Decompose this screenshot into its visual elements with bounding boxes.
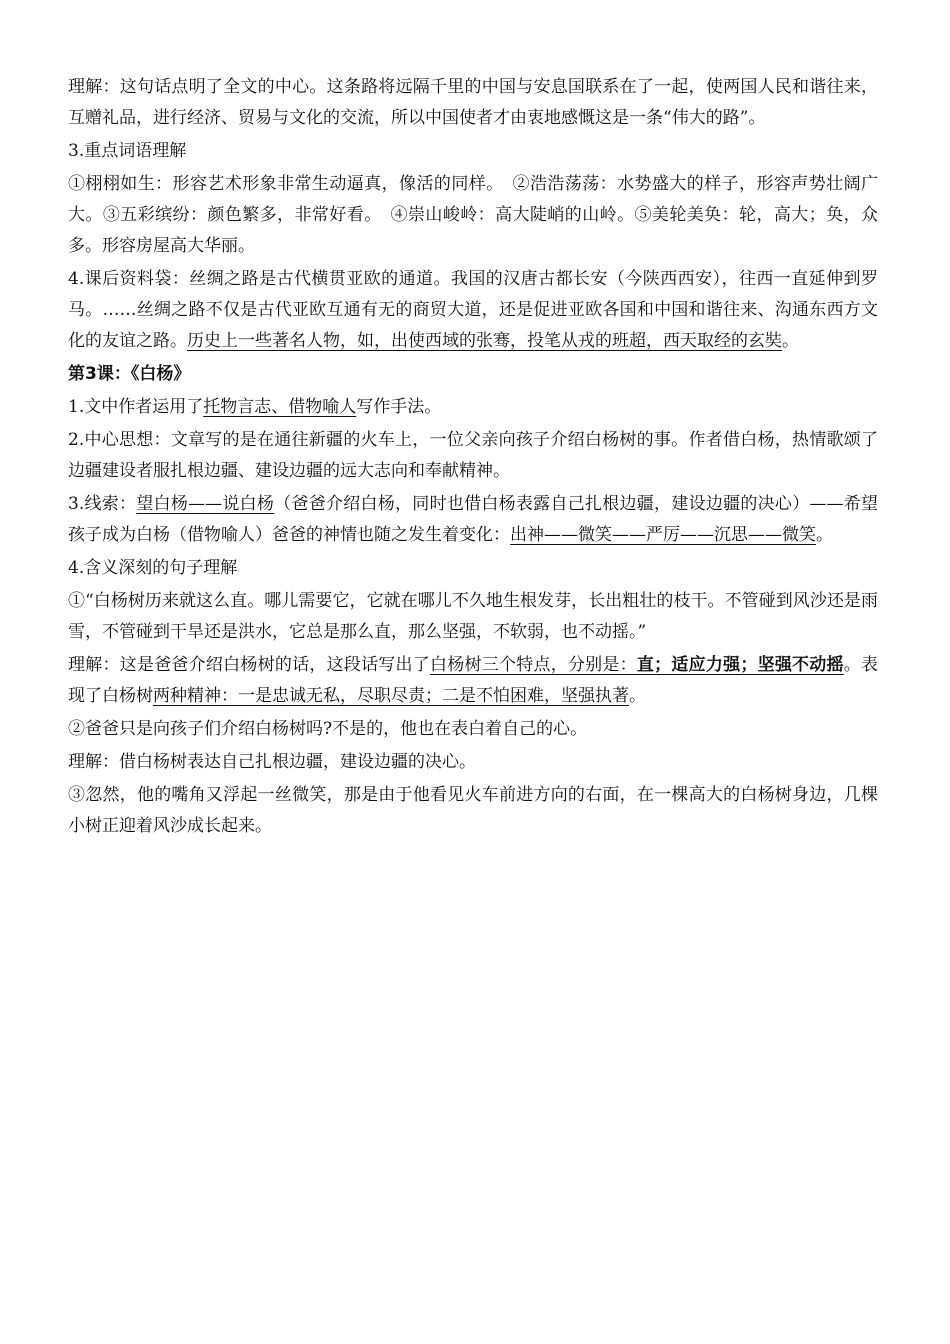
paragraph-quote-2: ②爸爸只是向孩子们介绍白杨树吗?不是的，他也在表白着自己的心。 bbox=[68, 719, 588, 739]
silk-road-text: 4.课后资料袋：丝绸之路是古代横贯亚欧的通道。我国的汉唐古都长安（今陕西西安），往西一直延伸到罗马。……丝绸之路不仅是古代亚欧互通有无的商贸大道，还是促进亚欧各国和中国和谐往来、沟通东西方文化的友谊之路。 bbox=[68, 269, 878, 351]
paragraph-writing-technique bbox=[68, 392, 878, 423]
paragraph-central-idea: 2.中心思想：文章写的是在通往新疆的火车上，一位父亲向孩子介绍白杨树的事。作者借白杨，热情歌颂了边疆建设者服扎根边疆、建设边疆的远大志向和奉献精神。 bbox=[68, 430, 878, 481]
understanding-1-middle: 。表现了白杨树 bbox=[68, 655, 879, 706]
clue-end: 。 bbox=[816, 525, 833, 545]
silk-road-figures-underlined: 历史上一些著名人物，如，出使西域的张骞，投笔从戎的班超，西天取经的玄奘 bbox=[187, 331, 782, 351]
paragraph-clue bbox=[68, 489, 878, 551]
paragraph-quote-1: ①“白杨树历来就这么直。哪儿需要它，它就在哪儿不久地生根发芽，长出粗壮的枝干。不管碰到风沙还是雨雪，不管碰到干旱还是洪水，它总是那么直，那么坚强，不软弱，也不动摇。” bbox=[68, 591, 878, 642]
clue-underlined-1: 望白杨——说白杨 bbox=[136, 494, 275, 514]
clue-underlined-2: 出神——微笑——严厉——沉思——微笑 bbox=[510, 525, 816, 545]
understanding-1-end: 。 bbox=[629, 686, 646, 706]
lesson-3-heading: 第3课：《白杨》 bbox=[68, 364, 191, 384]
paragraph-quote-3: ③忽然，他的嘴角又浮起一丝微笑，那是由于他看见火车前进方向的右面，在一棵高大的白杨树身边，几棵小树正迎着风沙成长起来。 bbox=[68, 785, 878, 836]
understanding-1-bold-traits: 直；适应力强；坚强不动摇 bbox=[636, 655, 844, 675]
technique-prefix: 1.文中作者运用了 bbox=[68, 397, 204, 417]
technique-underlined: 托物言志、借物喻人 bbox=[203, 397, 357, 417]
clue-prefix: 3.线索： bbox=[68, 494, 137, 514]
understanding-1-underlined-b: 两种精神：一是忠诚无私，尽职尽责；二是不怕困难，坚强执著 bbox=[153, 686, 629, 706]
technique-suffix: 写作手法。 bbox=[356, 397, 442, 417]
paragraph-key-words: ①栩栩如生：形容艺术形象非常生动逼真，像活的同样。 ②浩浩荡荡：水势盛大的样子，形容声势壮阔广大。③五彩缤纷：颜色繁多，非常好看。 ④崇山峻岭：高大陡峭的山岭。⑤美轮美奂：轮，高大；奂，众多。形容房屋高大华丽。 bbox=[68, 174, 878, 256]
section-key-words-title: 3.重点词语理解 bbox=[68, 141, 187, 161]
paragraph-understanding-1 bbox=[68, 650, 878, 712]
paragraph-understanding-2: 理解：借白杨树表达自己扎根边疆，建设边疆的决心。 bbox=[68, 752, 476, 772]
paragraph-silk-road-info bbox=[68, 264, 878, 357]
section-sentences-title: 4.含义深刻的句子理解 bbox=[68, 558, 238, 578]
understanding-1-underlined-a: 白杨树三个特点，分别是： bbox=[430, 655, 637, 675]
silk-road-end: 。 bbox=[782, 331, 799, 351]
understanding-1-prefix: 理解：这是爸爸介绍白杨树的话，这段话写出了 bbox=[68, 655, 431, 675]
document-page bbox=[68, 72, 878, 844]
paragraph-understanding-great-road: 理解：这句话点明了全文的中心。这条路将远隔千里的中国与安息国联系在了一起，使两国人民和谐往来，互赠礼品，进行经济、贸易与文化的交流，所以中国使者才由衷地感慨这是一条“伟大的路”。 bbox=[68, 77, 878, 128]
clue-middle: （爸爸介绍白杨，同时也借白杨表露自己扎根边疆，建设边疆的决心）——希望孩子成为白杨（借物喻人）爸爸的神情也随之发生着变化： bbox=[68, 494, 878, 545]
